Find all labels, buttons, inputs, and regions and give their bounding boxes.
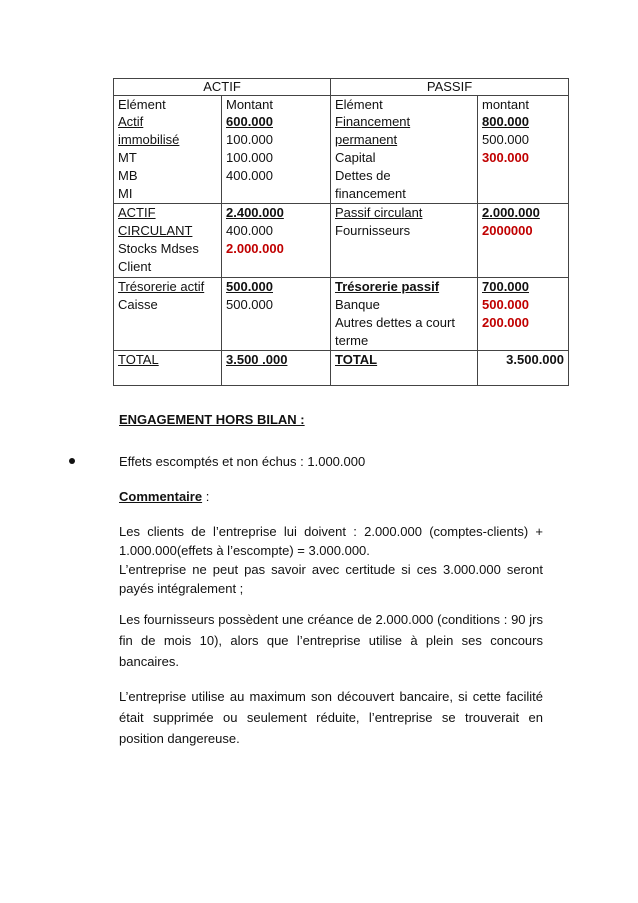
total-left-value (222, 351, 331, 386)
passif-circulant-values (478, 204, 569, 278)
item-financement: financement (335, 186, 406, 201)
financement-permanent-total: 800.000 (482, 114, 529, 129)
bilan-table (113, 78, 569, 386)
paragraph-fournisseurs: Les fournisseurs possèdent une créance de 2.000.000 (conditions : 90 jrs fin de mois 10), alors que l’entreprise utilise à plein ses concours bancaires. (119, 612, 543, 669)
bullet-text: Effets escomptés et non échus : 1.000.000 (119, 454, 366, 469)
item-mi: MI (118, 186, 133, 201)
header-passif: PASSIF (331, 79, 569, 96)
actif-immobilise-label-2: immobilisé (118, 132, 180, 147)
item-terme: terme (335, 333, 369, 348)
total-right-value-text: 3.500.000 (506, 352, 564, 367)
total-right-label (331, 351, 478, 386)
value-fournisseurs: 2000000 (482, 223, 533, 238)
tresorerie-passif-values (478, 278, 569, 351)
col-montant-right: montant (478, 96, 569, 114)
value-banque: 500.000 (482, 297, 529, 312)
financement-permanent-values (478, 113, 569, 204)
tresorerie-passif-cell (331, 278, 478, 351)
passif-circulant-label: Passif circulant (335, 205, 423, 220)
financement-permanent-cell (331, 113, 478, 204)
item-dettes-de: Dettes de (335, 168, 391, 183)
value-stocks: 400.000 (226, 223, 273, 238)
value-client: 2.000.000 (226, 241, 284, 256)
tresorerie-actif-cell (114, 278, 222, 351)
paragraph-decouvert: L’entreprise utilise au maximum son découvert bancaire, si cette facilité était supprimée ou seulement réduite, l’entreprise se trouverait en position dangereuse. (119, 689, 543, 746)
value-caisse: 500.000 (226, 297, 273, 312)
commentaire-colon: : (202, 489, 210, 504)
p1-text: Les clients de l’entreprise lui doivent : 2.000.000 (comptes-clients) + 1.000.000(effets à l’escompte) = 3.000.000. (119, 524, 543, 558)
actif-immobilise-values (222, 113, 331, 204)
item-capital: Capital (335, 150, 376, 165)
tresorerie-actif-total: 500.000 (226, 279, 273, 294)
col-element-right: Elément (331, 96, 478, 114)
actif-circulant-cell (114, 204, 222, 278)
total-left-label (114, 351, 222, 386)
item-mb: MB (118, 168, 138, 183)
item-banque: Banque (335, 297, 380, 312)
total-right-label-text: TOTAL (335, 352, 378, 367)
item-fournisseurs: Fournisseurs (335, 223, 411, 238)
value-dettes: 300.000 (482, 150, 529, 165)
tresorerie-actif-values (222, 278, 331, 351)
value-mt: 100.000 (226, 132, 273, 147)
financement-permanent-label-2: permanent (335, 132, 398, 147)
col-montant-left: Montant (222, 96, 331, 114)
total-left-label-text: TOTAL (118, 352, 159, 367)
item-mt: MT (118, 150, 137, 165)
passif-circulant-total: 2.000.000 (482, 205, 540, 220)
actif-immobilise-cell (114, 113, 222, 204)
item-caisse: Caisse (118, 297, 158, 312)
item-stocks: Stocks Mdses (118, 241, 199, 256)
actif-immobilise-total: 600.000 (226, 114, 273, 129)
total-right-value (478, 351, 569, 386)
actif-circulant-total: 2.400.000 (226, 205, 284, 220)
p1b-text: L’entreprise ne peut pas savoir avec certitude si ces 3.000.000 seront payés intégralement ; (119, 562, 543, 596)
col-element-left: Elément (114, 96, 222, 114)
bullet-dot-icon (69, 458, 75, 464)
value-autres-dettes: 200.000 (482, 315, 529, 330)
value-mi: 400.000 (226, 168, 273, 183)
item-client: Client (118, 259, 152, 274)
actif-circulant-label-2: CIRCULANT (118, 223, 193, 238)
value-capital: 500.000 (482, 132, 529, 147)
actif-circulant-label-1: ACTIF (118, 205, 156, 220)
item-autres-dettes: Autres dettes a court (335, 315, 455, 330)
tresorerie-actif-label: Trésorerie actif (118, 279, 205, 294)
total-left-value-text: 3.500 .000 (226, 352, 288, 367)
financement-permanent-label-1: Financement (335, 114, 411, 129)
tresorerie-passif-label: Trésorerie passif (335, 279, 440, 294)
tresorerie-passif-total: 700.000 (482, 279, 529, 294)
commentaire-heading (119, 487, 209, 506)
paragraph-clients (119, 522, 543, 598)
actif-immobilise-label-1: Actif (118, 114, 144, 129)
commentaire-title: Commentaire (119, 489, 203, 504)
actif-circulant-values (222, 204, 331, 278)
value-mb: 100.000 (226, 150, 273, 165)
passif-circulant-cell (331, 204, 478, 278)
header-actif: ACTIF (114, 79, 331, 96)
engagement-title: ENGAGEMENT HORS BILAN : (119, 412, 305, 427)
